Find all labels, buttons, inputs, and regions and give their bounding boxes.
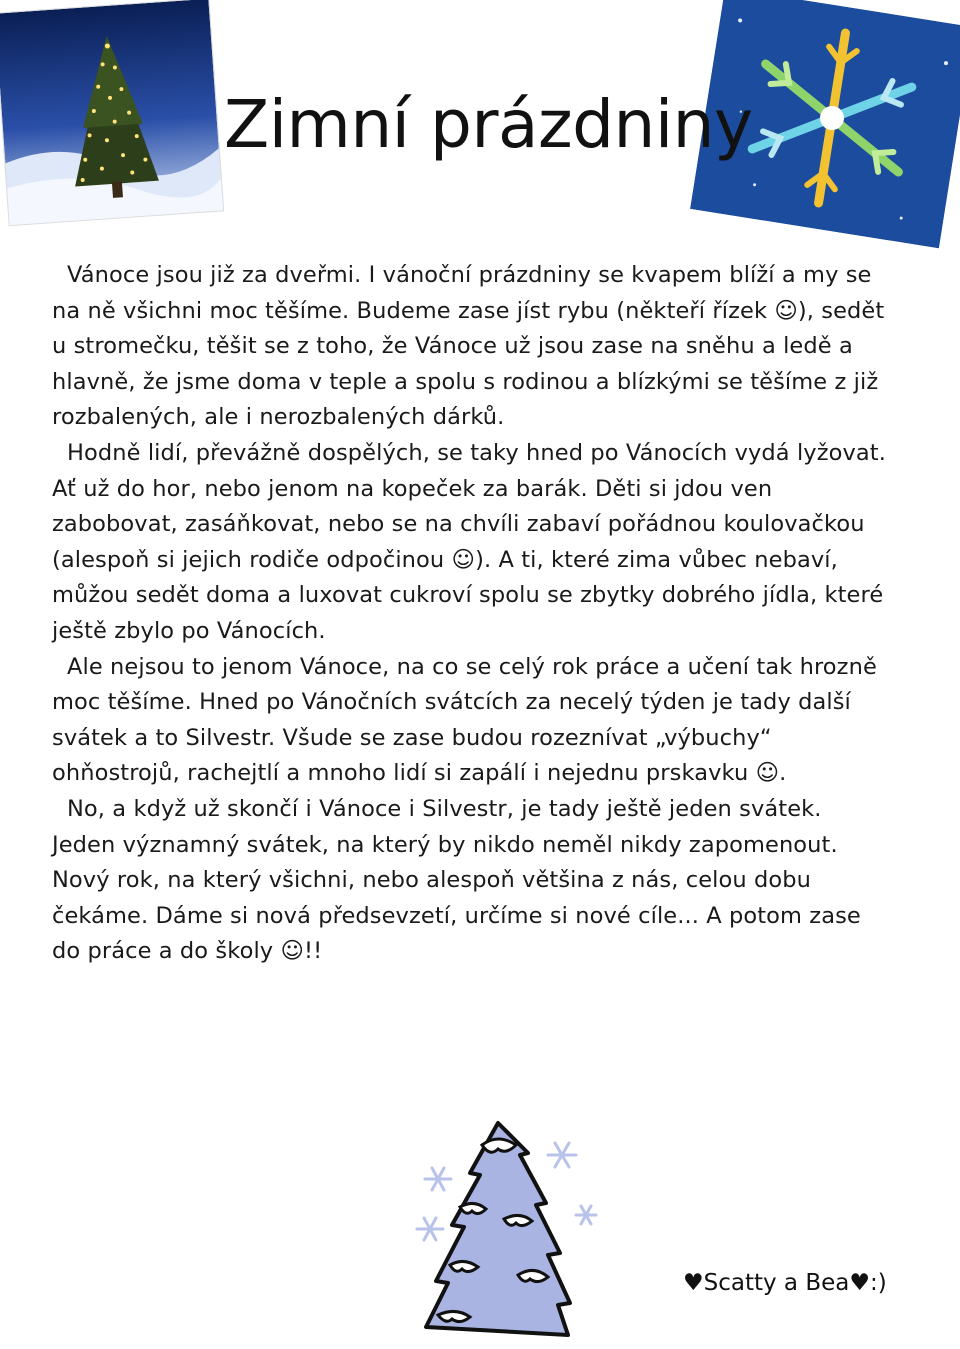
christmas-tree-photo bbox=[0, 0, 223, 225]
article-body bbox=[52, 258, 892, 970]
page-title: Zimní prázdniny bbox=[224, 86, 753, 163]
signature: ♥Scatty a Bea♥:) bbox=[683, 1270, 887, 1296]
snowy-tree-drawing bbox=[408, 1115, 608, 1345]
paragraph: Ale nejsou to jenom Vánoce, na co se celý rok práce a učení tak hrozně moc těšíme. Hned po Vánočních svátcích za necelý týden je tady další svátek a to Silvestr. Všude se zase budou rozeznívat „výbuchy“ ohňostrojů, rachejtlí a mnoho lidí si zapálí i nejednu prskavku ☺. bbox=[52, 653, 877, 787]
paragraph: No, a když už skončí i Vánoce i Silvestr, je tady ještě jeden svátek. Jeden významný svátek, na který by nikdo neměl nikdy zapomenout. Nový rok, na který všichni, nebo alespoň většina z nás, celou dobu čekáme. Dáme si nová předsevzetí, určíme si nové cíle... A potom zase do práce a do školy ☺!! bbox=[52, 795, 861, 965]
paragraph: Vánoce jsou již za dveřmi. I vánoční prázdniny se kvapem blíží a my se na ně všichni moc těšíme. Budeme zase jíst rybu (někteří řízek ☺), sedět u stromečku, těšit se z toho, že Vánoce už jsou zase na sněhu a ledě a hlavně, že jsme doma v teple a spolu s rodinou a blízkými se těšíme z již rozbalených, ale i nerozbalených dárků. bbox=[52, 262, 885, 431]
paragraph: Hodně lidí, převážně dospělých, se taky hned po Vánocích vydá lyžovat. Ať už do hor, nebo jenom na kopeček za barák. Děti si jdou ven zabobovat, zasáňkovat, nebo se na chvíli zabaví pořádnou koulovačkou (alespoň si jejich rodiče odpočinou ☺). A ti, které zima vůbec nebaví, můžou sedět doma a luxovat cukroví spolu se zbytky dobrého jídla, které ještě zbylo po Vánocích. bbox=[52, 439, 886, 644]
